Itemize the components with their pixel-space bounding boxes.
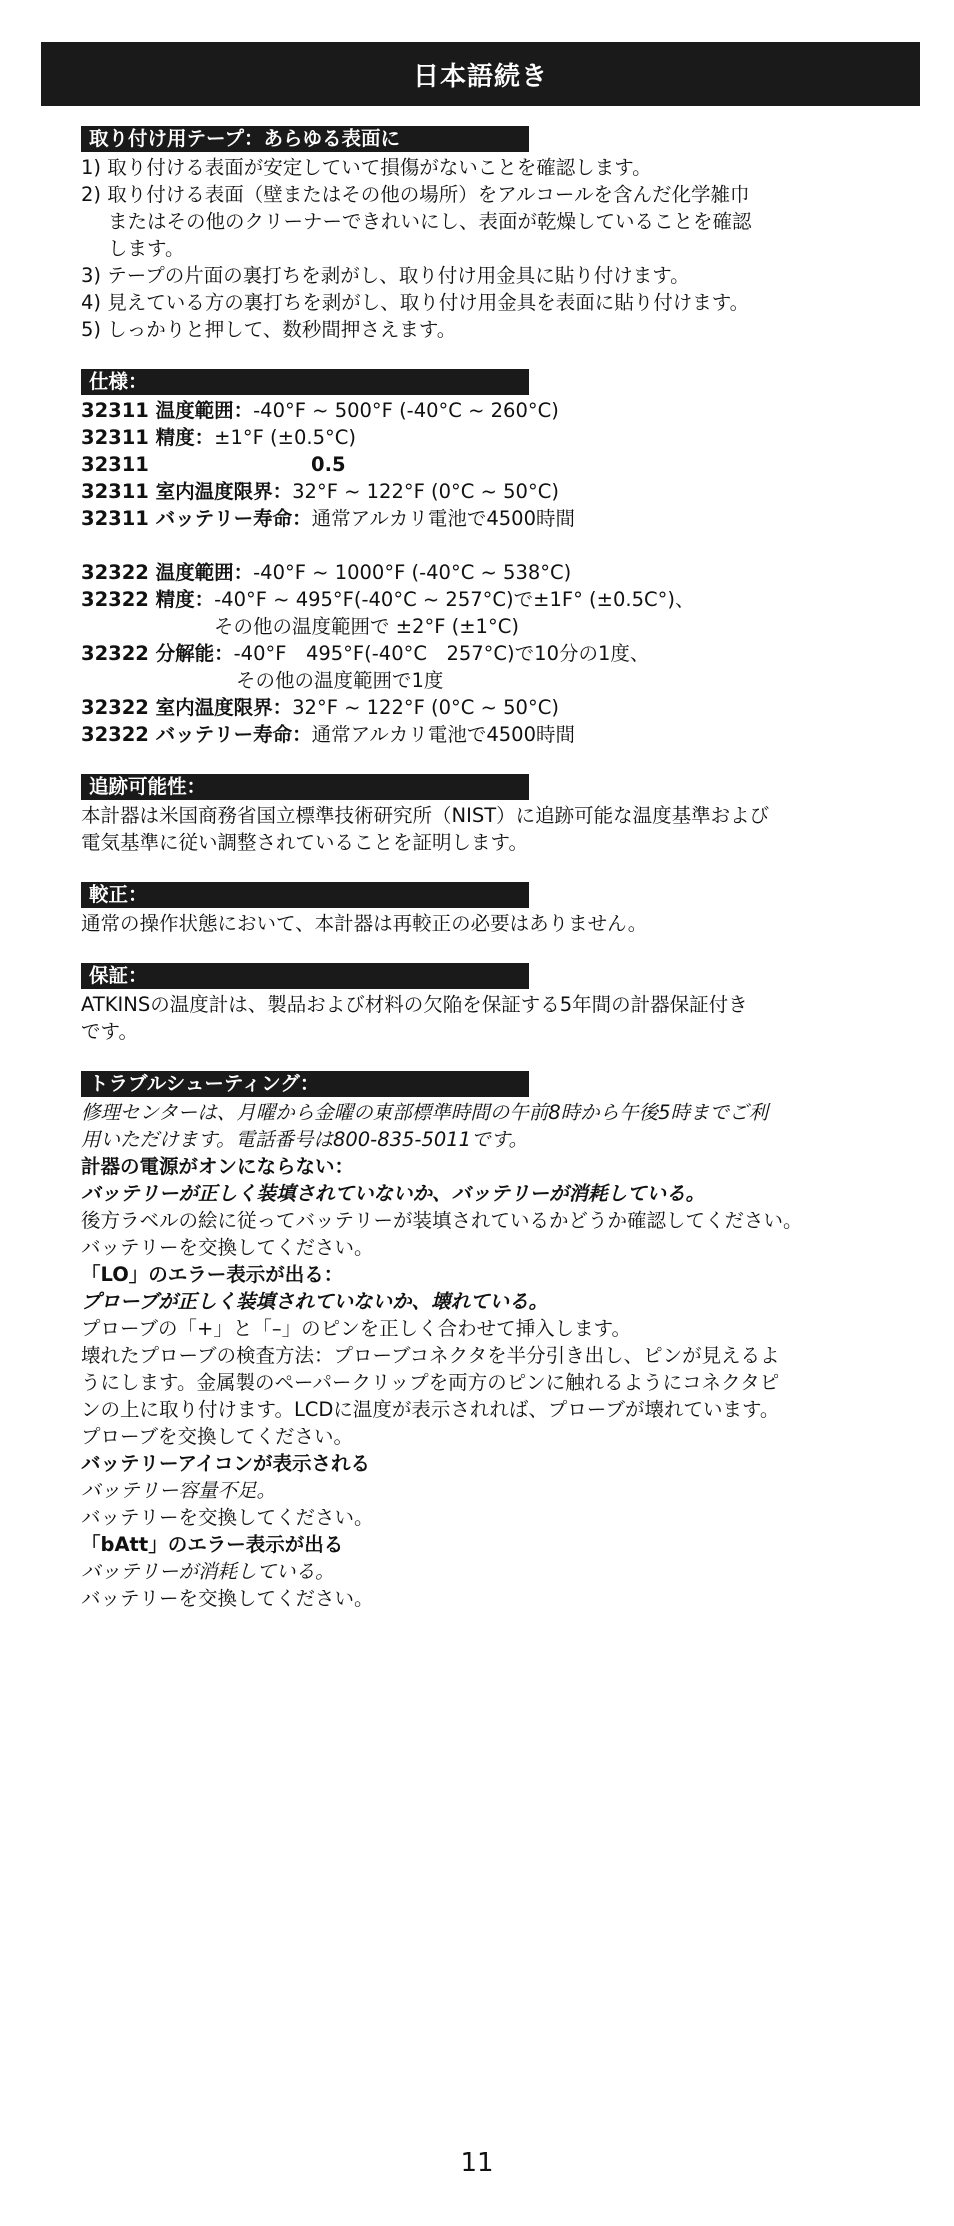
spec-value: 通常アルカリ電池で4500時間	[311, 723, 575, 746]
issue-cause: バッテリーが消耗している。	[81, 1560, 335, 1583]
spec-label: 32311	[81, 453, 149, 476]
warranty-section	[81, 963, 881, 1045]
spec-row	[81, 451, 881, 478]
issue-cause: プローブが正しく装填されていないか、壊れている。	[81, 1290, 549, 1313]
issue-title: 「LO」のエラー表示が出る：	[81, 1263, 344, 1286]
spec-value: -40°F ~ 500°F (-40°C ~ 260°C)	[253, 399, 559, 422]
text-line: です。	[81, 1020, 138, 1043]
spec-row	[81, 478, 881, 505]
spec-label: 32311 精度：	[81, 426, 215, 449]
spec-label: 32322 精度：	[81, 588, 215, 611]
troubleshooting-section	[81, 1071, 881, 1612]
spec-label: 32311 温度範囲：	[81, 399, 254, 422]
text-line: 電気基準に従い調整されていることを証明します。	[81, 831, 528, 854]
issue-fix: バッテリーを交換してください。	[81, 1506, 374, 1529]
issue-fix: プローブを交換してください。	[81, 1425, 354, 1448]
spec-row	[81, 559, 881, 586]
spec-value: -40°F ~ 1000°F (-40°C ~ 538°C)	[253, 561, 572, 584]
text-line: ATKINSの温度計は、製品および材料の欠陥を保証する5年間の計器保証付き	[81, 993, 748, 1016]
section-heading: 仕様：	[81, 369, 529, 395]
issue-cause: バッテリーが正しく装填されていないか、バッテリーが消耗している。	[81, 1182, 706, 1205]
spec-label: 32311 室内温度限界：	[81, 480, 293, 503]
spec-value: 0.5	[311, 453, 346, 476]
text-line: 修理センターは、月曜から金曜の東部標準時間の午前8時から午後5時までご利	[81, 1101, 769, 1124]
text-line: 1) 取り付ける表面が安定していて損傷がないことを確認します。	[81, 156, 652, 179]
spec-value: 32°F ~ 122°F (0°C ~ 50°C)	[292, 696, 559, 719]
issue-cause: バッテリー容量不足。	[81, 1479, 277, 1502]
issue-fix: プローブの「+」と「–」のピンを正しく合わせて挿入します。	[81, 1317, 632, 1340]
spec-row	[81, 694, 881, 721]
spec-value: -40°F 495°F(-40°C 257°C)で10分の1度、	[233, 642, 650, 665]
spec-row	[81, 640, 881, 667]
calibration-section	[81, 882, 881, 937]
text-line: 4) 見えている方の裏打ちを剥がし、取り付け用金具を表面に貼り付けます。	[81, 291, 750, 314]
specs-section	[81, 369, 881, 748]
text-line: 本計器は米国商務省国立標準技術研究所（NIST）に追跡可能な温度基準および	[81, 804, 770, 827]
text-line: 2) 取り付ける表面（壁またはその他の場所）をアルコールを含んだ化学雑巾	[81, 183, 750, 206]
spec-label: 32322 バッテリー寿命：	[81, 723, 312, 746]
spec-value: 通常アルカリ電池で4500時間	[311, 507, 575, 530]
text-line: 3) テープの片面の裏打ちを剥がし、取り付け用金具に貼り付けます。	[81, 264, 690, 287]
mounting-section	[81, 126, 881, 343]
text-line: またはその他のクリーナーできれいにし、表面が乾燥していることを確認	[108, 210, 752, 233]
issue-title: 「bAtt」のエラー表示が出る	[81, 1533, 344, 1556]
spec-continuation: その他の温度範囲で ±2°F (±1°C)	[214, 615, 519, 638]
text-line: 5) しっかりと押して、数秒間押さえます。	[81, 318, 457, 341]
issue-title: バッテリーアイコンが表示される	[81, 1452, 370, 1475]
section-heading: 較正：	[81, 882, 529, 908]
spec-value: 32°F ~ 122°F (0°C ~ 50°C)	[292, 480, 559, 503]
section-heading: 追跡可能性：	[81, 774, 529, 800]
spacer	[81, 532, 881, 559]
text-line: 用いただけます。電話番号は800-835-5011です。	[81, 1128, 529, 1151]
page-title: 日本語続き	[412, 61, 548, 92]
issue-fix: ンの上に取り付けます。LCDに温度が表示されれば、プローブが壊れています。	[81, 1398, 780, 1421]
spec-value: -40°F ~ 495°F(-40°C ~ 257°C)で±1F° (±0.5C°)、	[214, 588, 695, 611]
spec-continuation: その他の温度範囲で1度	[236, 669, 444, 692]
header-bar	[41, 42, 920, 106]
spec-label: 32311 バッテリー寿命：	[81, 507, 312, 530]
traceability-section	[81, 774, 881, 856]
spec-row	[81, 586, 881, 613]
spec-label: 32322 温度範囲：	[81, 561, 254, 584]
spec-value: ±1°F (±0.5°C)	[214, 426, 356, 449]
spec-label: 32322 室内温度限界：	[81, 696, 293, 719]
page-number: 11	[460, 2148, 494, 2178]
spec-row	[81, 397, 881, 424]
manual-content	[81, 126, 881, 1612]
spec-label: 32322 分解能：	[81, 642, 234, 665]
spec-row	[81, 721, 881, 748]
section-heading: 取り付け用テープ：あらゆる表面に	[81, 126, 529, 152]
issue-fix: バッテリーを交換してください。	[81, 1587, 374, 1610]
issue-fix: バッテリーを交換してください。	[81, 1236, 374, 1259]
section-heading: 保証：	[81, 963, 529, 989]
issue-fix: うにします。金属製のペーパークリップを両方のピンに触れるようにコネクタピ	[81, 1371, 780, 1394]
spec-row	[81, 424, 881, 451]
text-line: します。	[108, 237, 185, 260]
section-heading: トラブルシューティング：	[81, 1071, 529, 1097]
text-line: 通常の操作状態において、本計器は再較正の必要はありません。	[81, 912, 648, 935]
issue-fix: 後方ラベルの絵に従ってバッテリーが装填されているかどうか確認してください。	[81, 1209, 803, 1232]
issue-fix: 壊れたプローブの検査方法：プローブコネクタを半分引き出し、ピンが見えるよ	[81, 1344, 780, 1367]
spec-row	[81, 505, 881, 532]
issue-title: 計器の電源がオンにならない：	[81, 1155, 355, 1178]
